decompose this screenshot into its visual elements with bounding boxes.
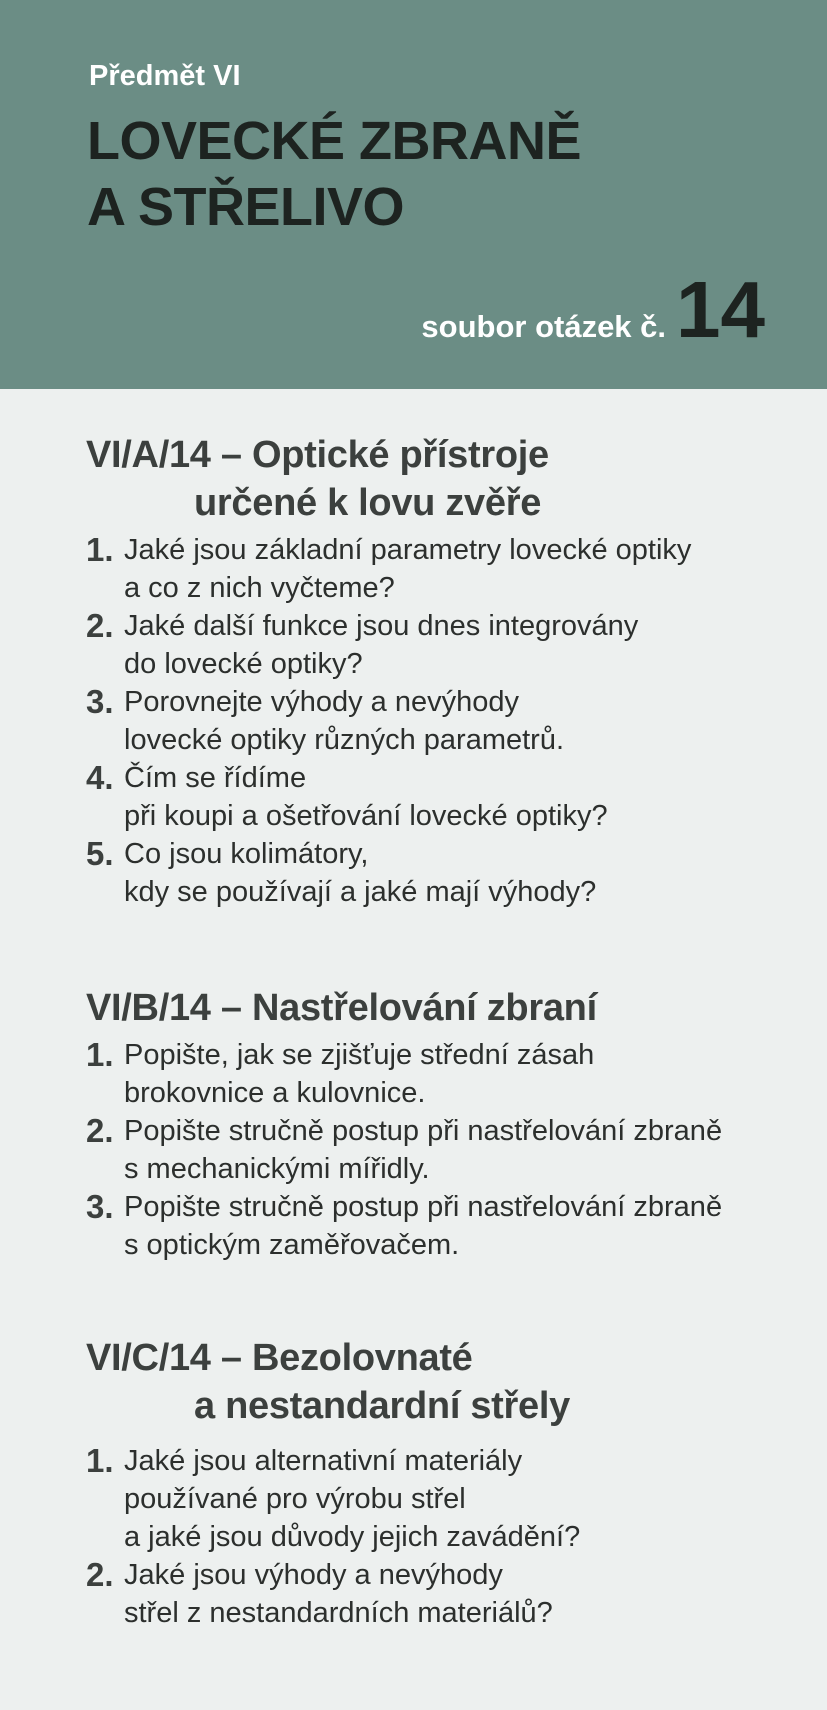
question-text <box>124 1036 786 1112</box>
question-number: 5. <box>86 835 114 872</box>
question-text <box>124 607 786 683</box>
question-text <box>124 1442 786 1556</box>
question-line: Popište stručně postup při nastřelování zbraně <box>124 1115 723 1147</box>
question-number: 3. <box>86 683 114 720</box>
question-line: kdy se používají a jaké mají výhody? <box>124 876 597 908</box>
question-item <box>86 683 786 759</box>
question-item <box>86 607 786 683</box>
question-line: Jaké další funkce jsou dnes integrovány <box>124 610 639 642</box>
question-number: 4. <box>86 759 114 796</box>
question-line: Porovnejte výhody a nevýhody <box>124 686 519 718</box>
question-line: do lovecké optiky? <box>124 648 363 680</box>
section-c-title <box>86 1334 786 1430</box>
question-item <box>86 1442 786 1556</box>
section-c <box>86 1334 786 1632</box>
question-item <box>86 835 786 911</box>
question-line: Čím se řídíme <box>124 762 307 794</box>
question-text <box>124 759 786 835</box>
section-c-title-line1: VI/C/14 – Bezolovnaté <box>86 1337 473 1379</box>
section-b-title-line1: VI/B/14 – Nastřelování zbraní <box>86 987 597 1029</box>
question-item <box>86 531 786 607</box>
section-c-title-line2: a nestandardní střely <box>194 1385 570 1427</box>
question-text <box>124 1112 786 1188</box>
question-text <box>124 683 786 759</box>
question-number: 2. <box>86 1556 114 1593</box>
question-item <box>86 1556 786 1632</box>
section-a-title-line1: VI/A/14 – Optické přístroje <box>86 434 549 476</box>
section-a <box>86 431 786 911</box>
question-item <box>86 1188 786 1264</box>
question-line: Jaké jsou základní parametry lovecké optiky <box>124 534 692 566</box>
section-b-title <box>86 984 786 1032</box>
question-text <box>124 1188 786 1264</box>
question-line: Jaké jsou alternativní materiály <box>124 1445 523 1477</box>
question-line: Co jsou kolimátory, <box>124 838 369 870</box>
page-title <box>87 108 581 240</box>
question-set-label <box>421 265 765 354</box>
question-line: brokovnice a kulovnice. <box>124 1077 426 1109</box>
question-number: 3. <box>86 1188 114 1225</box>
question-number: 2. <box>86 1112 114 1149</box>
title-line-1: LOVECKÉ ZBRANĚ <box>87 111 582 171</box>
question-number: 1. <box>86 1442 114 1479</box>
subject-label: Předmět VI <box>89 60 241 92</box>
header-banner <box>0 0 827 389</box>
question-line: lovecké optiky různých parametrů. <box>124 724 565 756</box>
set-number: 14 <box>676 265 765 354</box>
question-number: 1. <box>86 1036 114 1073</box>
question-line: a jaké jsou důvody jejich zavádění? <box>124 1521 581 1553</box>
question-line: Jaké jsou výhody a nevýhody <box>124 1559 503 1591</box>
question-text <box>124 1556 786 1632</box>
question-line: s optickým zaměřovačem. <box>124 1229 460 1261</box>
question-line: Popište stručně postup při nastřelování zbraně <box>124 1191 723 1223</box>
question-line: při koupi a ošetřování lovecké optiky? <box>124 800 608 832</box>
question-item <box>86 759 786 835</box>
section-a-title-line2: určené k lovu zvěře <box>194 482 542 524</box>
section-a-title <box>86 431 786 527</box>
question-item <box>86 1112 786 1188</box>
title-line-2: A STŘELIVO <box>87 177 405 237</box>
question-line: Popište, jak se zjišťuje střední zásah <box>124 1039 595 1071</box>
question-line: střel z nestandardních materiálů? <box>124 1597 553 1629</box>
set-label-text: soubor otázek č. <box>421 309 667 344</box>
question-number: 2. <box>86 607 114 644</box>
question-line: s mechanickými mířidly. <box>124 1153 430 1185</box>
question-text <box>124 531 786 607</box>
question-text <box>124 835 786 911</box>
section-b <box>86 984 786 1264</box>
question-item <box>86 1036 786 1112</box>
question-number: 1. <box>86 531 114 568</box>
question-line: a co z nich vyčteme? <box>124 572 395 604</box>
question-line: používané pro výrobu střel <box>124 1483 466 1515</box>
